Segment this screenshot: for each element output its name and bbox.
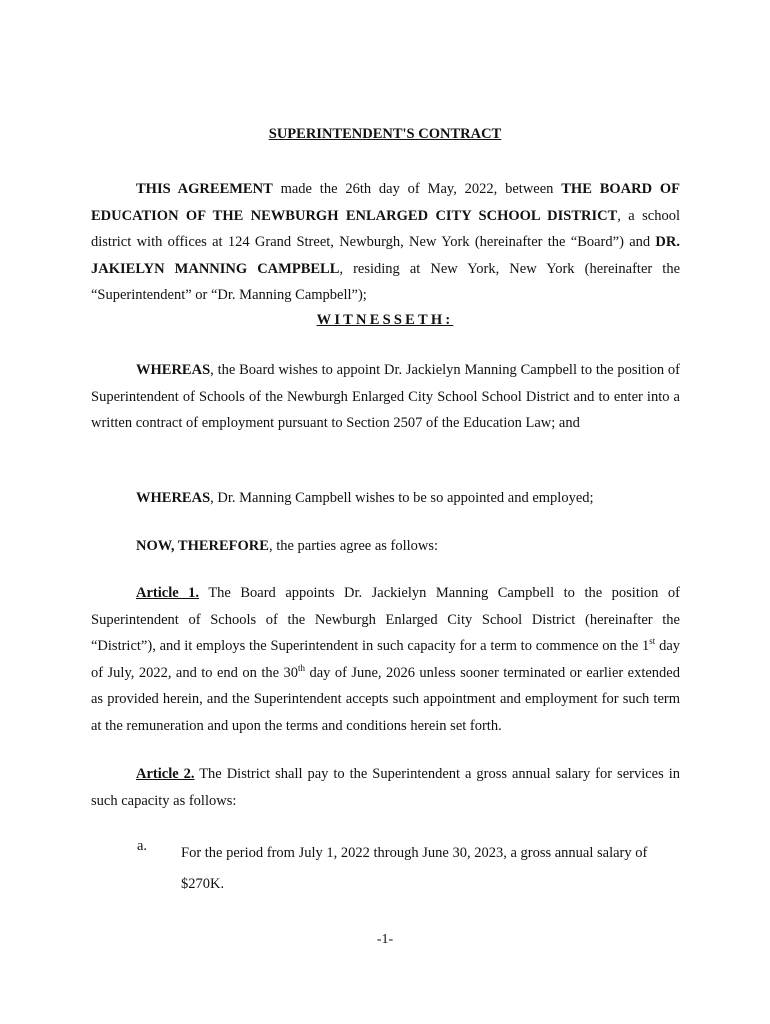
article-1-text-2: day of July, 2022, and to end on the 30 — [91, 638, 681, 681]
whereas-2-text: , Dr. Manning Campbell wishes to be so appointed and employed; — [210, 490, 594, 506]
now-therefore-paragraph — [91, 533, 680, 560]
whereas-1-lead: WHEREAS — [136, 362, 211, 378]
agreement-text-2: , a school district with offices at 124 Grand Street, Newburgh, New York (hereinafter the “Board”) and — [91, 207, 680, 250]
agreement-lead: THIS AGREEMENT — [136, 181, 273, 197]
article-2-paragraph — [91, 761, 680, 814]
article-1-text-3: day of June, 2026 unless sooner terminated or earlier extended as provided herein, and the Superintendent accepts such appointment and employment for such term at the remuneration and upon the terms and conditions herein set forth. — [91, 664, 680, 734]
article-2-label: Article 2. — [136, 766, 195, 782]
article-1-sup-1: st — [649, 636, 656, 647]
whereas-paragraph-1 — [91, 357, 680, 437]
article-1-label: Article 1. — [136, 585, 200, 601]
whereas-2-lead: WHEREAS — [136, 490, 211, 506]
agreement-text-3: , residing at New York, New York (hereinafter the “Superintendent” or “Dr. Manning Campbell”); — [91, 260, 681, 303]
page-number: -1- — [376, 932, 394, 947]
article-1-sup-2: th — [297, 662, 305, 673]
whereas-paragraph-2 — [91, 485, 680, 512]
now-therefore-lead: NOW, THEREFORE — [136, 538, 269, 554]
witnesseth-heading: WITNESSETH: — [316, 312, 454, 328]
agreement-paragraph — [91, 176, 680, 309]
article-1-paragraph — [91, 580, 680, 739]
board-name: THE BOARD OF EDUCATION OF THE NEWBURGH ENLARGED CITY SCHOOL DISTRICT — [91, 181, 681, 224]
whereas-1-text: , the Board wishes to appoint Dr. Jackielyn Manning Campbell to the position of Superintendent of Schools of the Newburgh Enlarged City School School District and to enter into a written contract of employment pursuant to Section 2507 of the Education Law; and — [91, 362, 680, 431]
item-a-label: a. — [137, 838, 148, 854]
superintendent-name: DR. JAKIELYN MANNING CAMPBELL — [91, 234, 680, 277]
article-2-text: The District shall pay to the Superintendent a gross annual salary for services in such capacity as follows: — [91, 766, 680, 809]
item-a-text: For the period from July 1, 2022 through June 30, 2023, a gross annual salary of $270K. — [181, 845, 648, 892]
article-1-text-1: The Board appoints Dr. Jackielyn Manning Campbell to the position of Superintendent of Schools of the Newburgh Enlarged City School District (hereinafter the “District”), and it employs the Superintendent in such capacity for a term to commence on the 1 — [91, 585, 680, 654]
document-title: SUPERINTENDENT'S CONTRACT — [268, 126, 502, 142]
agreement-text-1: made the 26th day of May, 2022, between — [272, 181, 562, 197]
now-therefore-text: , the parties agree as follows: — [268, 538, 439, 554]
